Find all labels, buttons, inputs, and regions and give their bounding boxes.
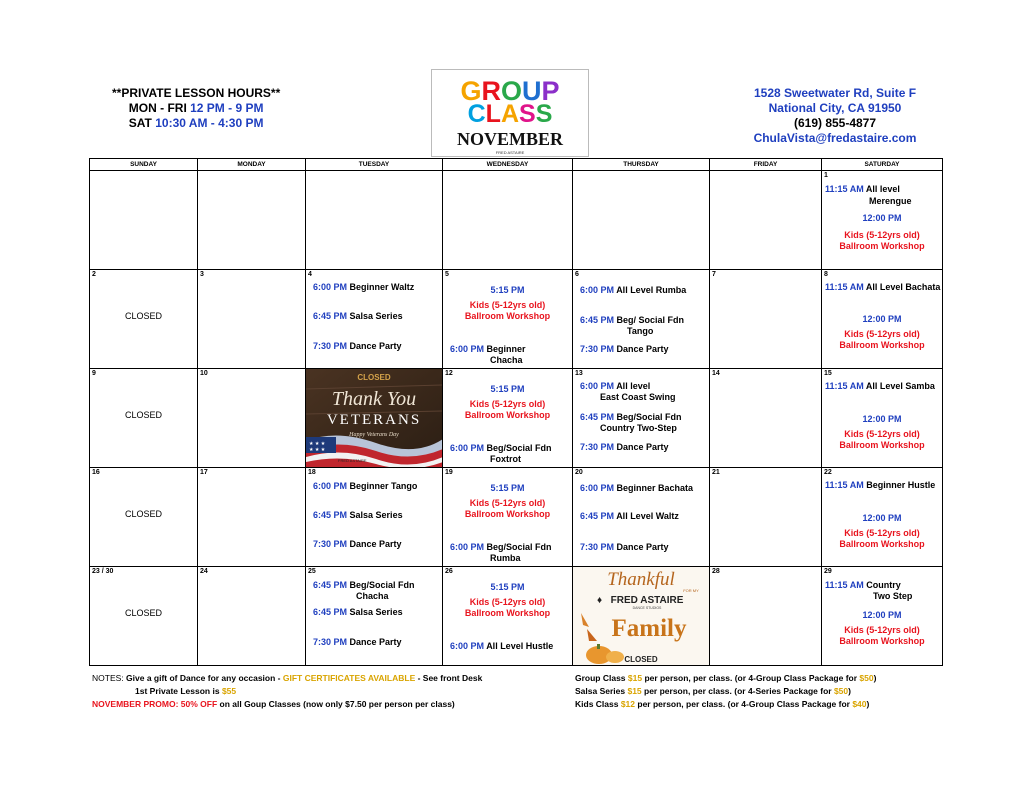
event-time: 6:00 PM <box>450 443 485 453</box>
date-number: 15 <box>824 370 832 377</box>
kids-package-price: $40 <box>852 699 867 709</box>
event-all-level-samba <box>825 381 935 392</box>
weekday-hours-line <box>112 101 280 116</box>
event-all-level-bachata <box>825 282 940 293</box>
notes-right <box>575 672 876 711</box>
event-title: Beg/ Social Fdn <box>616 315 685 325</box>
salsa-series-price: $15 <box>627 686 642 696</box>
day-cell-nov-2 <box>90 270 198 369</box>
date-number: 19 <box>445 469 453 476</box>
phone-number[interactable]: (619) 855-4877 <box>793 116 877 130</box>
kids-label: Kids (5-12yrs old) <box>844 429 920 439</box>
november-calendar <box>89 158 943 666</box>
event-title-cont: Chacha <box>490 355 523 365</box>
day-cell-nov-8 <box>822 270 943 369</box>
event-time: 12:00 PM <box>862 213 902 223</box>
day-cell-nov-25 <box>306 567 443 666</box>
event-time: 7:30 PM <box>580 542 615 552</box>
ballroom-workshop-label: Ballroom Workshop <box>464 608 551 618</box>
event-time: 12:00 PM <box>862 414 902 424</box>
ballroom-workshop-label: Ballroom Workshop <box>839 636 925 646</box>
date-number: 22 <box>824 469 832 476</box>
logo-brand-text: FRED ASTAIRE <box>495 150 525 155</box>
closed-label: CLOSED <box>124 608 162 618</box>
event-time: 5:15 PM <box>490 384 525 394</box>
ballroom-workshop-label: Ballroom Workshop <box>839 241 925 251</box>
event-time: 11:15 AM <box>825 184 864 194</box>
paren-close: ) <box>873 673 877 683</box>
group-class-label: Group Class <box>575 673 628 683</box>
day-cell-nov-18 <box>306 468 443 567</box>
event-title-cont: Rumba <box>490 553 521 563</box>
closed-label: CLOSED <box>124 410 162 420</box>
logo-month-text: NOVEMBER <box>456 129 564 149</box>
first-lesson-price: $55 <box>221 686 237 696</box>
day-cell-empty <box>306 171 443 270</box>
date-number: 8 <box>824 271 828 278</box>
front-desk-text: - See front Desk <box>415 673 483 683</box>
veterans-closed-text: CLOSED <box>357 373 391 382</box>
date-number: 21 <box>712 469 720 476</box>
group-class-price: $15 <box>627 673 643 683</box>
day-cell-nov-20 <box>573 468 710 567</box>
event-title: Beg/Social Fdn <box>349 580 415 590</box>
salsa-package-price: $50 <box>833 686 849 696</box>
date-number: 2 <box>92 271 96 278</box>
date-number: 28 <box>712 568 720 575</box>
event-time: 6:00 PM <box>450 344 485 354</box>
event-time: 6:00 PM <box>313 481 348 491</box>
for-my-text: FOR MY <box>683 588 699 593</box>
day-header-friday: FRIDAY <box>710 159 822 171</box>
event-title: Dance Party <box>616 344 669 354</box>
veterans-title-text: VETERANS <box>326 412 422 428</box>
kids-class-detail: per person, per class. (or 4-Group Class Package for <box>635 699 853 709</box>
event-title-cont: Country Two-Step <box>600 423 677 433</box>
event-country-two-step <box>825 580 901 591</box>
weekday-header-row <box>90 159 943 171</box>
date-number: 12 <box>445 370 453 377</box>
veterans-day-image <box>306 369 443 467</box>
event-title: Beginner Bachata <box>616 483 694 493</box>
day-cell-nov-3 <box>198 270 306 369</box>
calendar-week-5 <box>90 567 943 666</box>
weekday-label: MON - FRI <box>128 101 191 115</box>
date-number: 24 <box>200 568 208 575</box>
day-cell-nov-12 <box>443 369 573 468</box>
event-salsa-series <box>313 311 403 322</box>
day-cell-nov-17 <box>198 468 306 567</box>
date-number: 4 <box>308 271 312 278</box>
event-dance-party <box>580 542 669 553</box>
event-title: Salsa Series <box>349 510 403 520</box>
closed-label: CLOSED <box>124 311 162 321</box>
event-dance-party <box>580 442 669 453</box>
address-line-1: 1528 Sweetwater Rd, Suite F <box>753 86 917 100</box>
day-cell-nov-19 <box>443 468 573 567</box>
event-all-level-hustle <box>450 641 553 652</box>
day-header-sunday: SUNDAY <box>90 159 198 171</box>
family-text: Family <box>611 615 687 642</box>
dancer-icon: ♦ <box>597 595 603 606</box>
salsa-series-price-note <box>575 685 876 698</box>
day-cell-nov-26 <box>443 567 573 666</box>
studio-contact <box>700 86 970 146</box>
ballroom-workshop-label: Ballroom Workshop <box>464 410 551 420</box>
event-title: Beg/Social Fdn <box>486 542 552 552</box>
paren-close: ) <box>866 699 870 709</box>
salsa-series-detail: per person, per class. (or 4-Series Package for <box>641 686 834 696</box>
event-time: 7:30 PM <box>313 539 348 549</box>
event-title: Salsa Series <box>349 607 403 617</box>
day-cell-nov-14 <box>710 369 822 468</box>
calendar-week-3 <box>90 369 943 468</box>
calendar-week-1 <box>90 171 943 270</box>
event-time: 6:00 PM <box>580 381 615 391</box>
day-cell-nov-10 <box>198 369 306 468</box>
date-number: 26 <box>445 568 453 575</box>
date-number: 17 <box>200 469 208 476</box>
saturday-hours: 10:30 AM - 4:30 PM <box>155 116 264 130</box>
day-cell-nov-24 <box>198 567 306 666</box>
event-title: Dance Party <box>616 542 669 552</box>
event-time: 11:15 AM <box>825 282 864 292</box>
promo-text: NOVEMBER PROMO: 50% OFF <box>92 699 218 709</box>
event-title-cont: Tango <box>627 326 654 336</box>
thankful-text: Thankful <box>607 569 675 590</box>
event-time: 6:00 PM <box>313 282 348 292</box>
event-time: 6:00 PM <box>450 542 485 552</box>
event-time: 7:30 PM <box>313 637 348 647</box>
first-lesson-text: 1st Private Lesson is <box>135 686 222 696</box>
day-cell-nov-9 <box>90 369 198 468</box>
day-header-thursday: THURSDAY <box>573 159 710 171</box>
day-cell-nov-27 <box>573 567 710 666</box>
event-beginner-chacha <box>450 344 526 355</box>
event-time: 5:15 PM <box>490 582 525 592</box>
event-time: 6:00 PM <box>450 641 485 651</box>
event-time: 6:45 PM <box>313 580 348 590</box>
event-title: All Level Waltz <box>616 511 679 521</box>
event-time: 5:15 PM <box>490 285 525 295</box>
group-class-price-note <box>575 672 876 685</box>
address-line-2: National City, CA 91950 <box>768 101 902 115</box>
day-header-saturday: SATURDAY <box>822 159 943 171</box>
day-cell-empty <box>90 171 198 270</box>
date-number: 3 <box>200 271 204 278</box>
event-title-cont: Chacha <box>356 591 389 601</box>
date-number: 7 <box>712 271 716 278</box>
event-title-cont: Two Step <box>873 591 913 601</box>
kids-label: Kids (5-12yrs old) <box>844 528 920 538</box>
salsa-series-label: Salsa Series <box>575 686 628 696</box>
weekday-hours: 12 PM - 9 PM <box>190 101 264 115</box>
day-cell-nov-5 <box>443 270 573 369</box>
email-link[interactable]: ChulaVista@fredastaire.com <box>753 131 917 145</box>
event-dance-party <box>313 539 402 550</box>
event-time: 6:45 PM <box>313 510 348 520</box>
day-cell-nov-21 <box>710 468 822 567</box>
date-number: 29 <box>824 568 832 575</box>
date-number: 1 <box>824 172 828 179</box>
thankful-sub-text: DANCE STUDIOS <box>632 606 662 610</box>
logo-class-text: CLASS <box>467 100 553 128</box>
date-number: 20 <box>575 469 583 476</box>
event-beg-social-chacha <box>313 580 415 591</box>
day-cell-empty <box>198 171 306 270</box>
date-number: 13 <box>575 370 583 377</box>
event-time: 6:45 PM <box>580 511 615 521</box>
ballroom-workshop-label: Ballroom Workshop <box>839 340 925 350</box>
thankful-brand-text: FRED ASTAIRE <box>610 595 684 606</box>
paren-close: ) <box>848 686 851 696</box>
event-beginner-hustle <box>825 480 935 491</box>
event-title: All level <box>616 381 651 391</box>
event-title: All Level Samba <box>865 381 935 391</box>
event-title: Salsa Series <box>349 311 403 321</box>
date-number: 18 <box>308 469 316 476</box>
kids-class-label: Kids Class <box>575 699 621 709</box>
gift-certificates-text: GIFT CERTIFICATES AVAILABLE <box>282 673 416 683</box>
event-dance-party <box>313 341 402 352</box>
day-cell-empty <box>573 171 710 270</box>
event-title: Dance Party <box>349 539 402 549</box>
event-time: 5:15 PM <box>490 483 525 493</box>
event-time: 12:00 PM <box>862 610 902 620</box>
event-time: 7:30 PM <box>580 442 615 452</box>
event-merengue <box>825 184 900 195</box>
event-all-level-waltz <box>580 511 679 522</box>
notes-label: NOTES: <box>92 673 124 683</box>
event-time: 6:00 PM <box>580 285 615 295</box>
event-title: All level <box>865 184 900 194</box>
promo-note <box>92 698 482 711</box>
event-beginner-tango <box>313 481 417 492</box>
kids-class-price: $12 <box>620 699 636 709</box>
group-class-detail: per person, per class. (or 4-Group Class Package for <box>642 673 860 683</box>
ballroom-workshop-label: Ballroom Workshop <box>839 539 925 549</box>
event-time: 6:00 PM <box>580 483 615 493</box>
thanksgiving-image <box>573 567 710 665</box>
thanksgiving-closed-text: CLOSED <box>624 655 658 664</box>
veterans-brand-text: FRED ASTAIRE <box>338 458 367 463</box>
event-time: 12:00 PM <box>862 314 902 324</box>
event-title: Beginner Tango <box>349 481 418 491</box>
event-time: 7:30 PM <box>313 341 348 351</box>
event-time: 11:15 AM <box>825 381 864 391</box>
event-title: Beg/Social Fdn <box>616 412 682 422</box>
day-cell-nov-6 <box>573 270 710 369</box>
ballroom-workshop-label: Ballroom Workshop <box>464 509 551 519</box>
veterans-day-text: Happy Veterans Day <box>349 432 399 438</box>
event-title: All Level Hustle <box>486 641 554 651</box>
logo-group-text: GROUP <box>460 76 560 106</box>
date-number: 25 <box>308 568 316 575</box>
kids-label: Kids (5-12yrs old) <box>844 625 920 635</box>
saturday-label: SAT <box>128 116 156 130</box>
kids-class-price-note <box>575 698 876 711</box>
calendar-week-2 <box>90 270 943 369</box>
event-title: All Level Rumba <box>616 285 687 295</box>
calendar-week-4 <box>90 468 943 567</box>
event-title: All Level Bachata <box>865 282 941 292</box>
ballroom-workshop-label: Ballroom Workshop <box>839 440 925 450</box>
day-cell-nov-29 <box>822 567 943 666</box>
group-class-logo <box>431 69 589 157</box>
event-beg-social-tango <box>580 315 684 326</box>
event-salsa-series <box>313 607 403 618</box>
closed-label: CLOSED <box>124 509 162 519</box>
date-number: 9 <box>92 370 96 377</box>
event-beginner-waltz <box>313 282 414 293</box>
event-country-two-step <box>580 412 682 423</box>
gift-text: Give a gift of Dance for any occasion - <box>126 673 283 683</box>
event-title-cont: Merengue <box>869 196 912 206</box>
event-east-coast-swing <box>580 381 650 392</box>
event-title: Dance Party <box>616 442 669 452</box>
event-dance-party <box>313 637 402 648</box>
private-lesson-title: **PRIVATE LESSON HOURS** <box>112 86 281 100</box>
day-header-tuesday: TUESDAY <box>306 159 443 171</box>
kids-label: Kids (5-12yrs old) <box>469 597 546 607</box>
event-time: 11:15 AM <box>825 580 864 590</box>
date-number: 6 <box>575 271 579 278</box>
first-lesson-note <box>92 685 482 698</box>
day-cell-nov-23-30 <box>90 567 198 666</box>
promo-detail: on all Goup Classes (now only $7.50 per person per class) <box>217 699 455 709</box>
day-cell-nov-4 <box>306 270 443 369</box>
event-all-level-rumba <box>580 285 686 296</box>
notes-left <box>92 672 482 711</box>
group-package-price: $50 <box>859 673 874 683</box>
day-cell-nov-15 <box>822 369 943 468</box>
day-cell-nov-11 <box>306 369 443 468</box>
veterans-thank-you-text: Thank You <box>331 388 417 410</box>
day-cell-empty <box>443 171 573 270</box>
saturday-hours-line <box>112 116 280 131</box>
event-time: 6:45 PM <box>580 315 615 325</box>
date-number: 16 <box>92 469 100 476</box>
event-time: 11:15 AM <box>825 480 864 490</box>
event-salsa-series <box>313 510 403 521</box>
event-title: Beginner Hustle <box>866 480 936 490</box>
event-beg-social-foxtrot <box>450 443 552 454</box>
event-time: 6:45 PM <box>580 412 615 422</box>
event-title: Beginner <box>486 344 526 354</box>
day-cell-nov-13 <box>573 369 710 468</box>
event-time: 6:45 PM <box>313 607 348 617</box>
date-number: 23 / 30 <box>92 568 114 575</box>
svg-text:★ ★ ★: ★ ★ ★ <box>309 441 326 447</box>
event-beg-social-rumba <box>450 542 552 553</box>
event-title: Dance Party <box>349 637 402 647</box>
event-time: 12:00 PM <box>862 513 902 523</box>
event-time: 7:30 PM <box>580 344 615 354</box>
ballroom-workshop-label: Ballroom Workshop <box>464 311 551 321</box>
kids-label: Kids (5-12yrs old) <box>469 300 546 310</box>
date-number: 10 <box>200 370 208 377</box>
event-time: 6:45 PM <box>313 311 348 321</box>
gift-note <box>92 672 482 685</box>
kids-label: Kids (5-12yrs old) <box>469 498 546 508</box>
day-cell-nov-28 <box>710 567 822 666</box>
event-dance-party <box>580 344 669 355</box>
event-title-cont: East Coast Swing <box>600 392 676 402</box>
day-cell-nov-16 <box>90 468 198 567</box>
kids-label: Kids (5-12yrs old) <box>469 399 546 409</box>
kids-label: Kids (5-12yrs old) <box>844 230 920 240</box>
svg-text:★ ★ ★: ★ ★ ★ <box>309 447 326 453</box>
kids-label: Kids (5-12yrs old) <box>844 329 920 339</box>
event-title-cont: Foxtrot <box>490 454 521 464</box>
date-number: 14 <box>712 370 720 377</box>
day-cell-empty <box>710 171 822 270</box>
day-cell-nov-1 <box>822 171 943 270</box>
day-cell-nov-22 <box>822 468 943 567</box>
day-header-wednesday: WEDNESDAY <box>443 159 573 171</box>
event-title: Country <box>866 580 901 590</box>
day-header-monday: MONDAY <box>198 159 306 171</box>
day-cell-nov-7 <box>710 270 822 369</box>
private-lesson-hours <box>112 86 280 131</box>
event-beginner-bachata <box>580 483 693 494</box>
event-title: Dance Party <box>349 341 402 351</box>
group-class-logo-art <box>432 70 588 156</box>
event-title: Beginner Waltz <box>349 282 415 292</box>
event-title: Beg/Social Fdn <box>486 443 552 453</box>
date-number: 5 <box>445 271 449 278</box>
